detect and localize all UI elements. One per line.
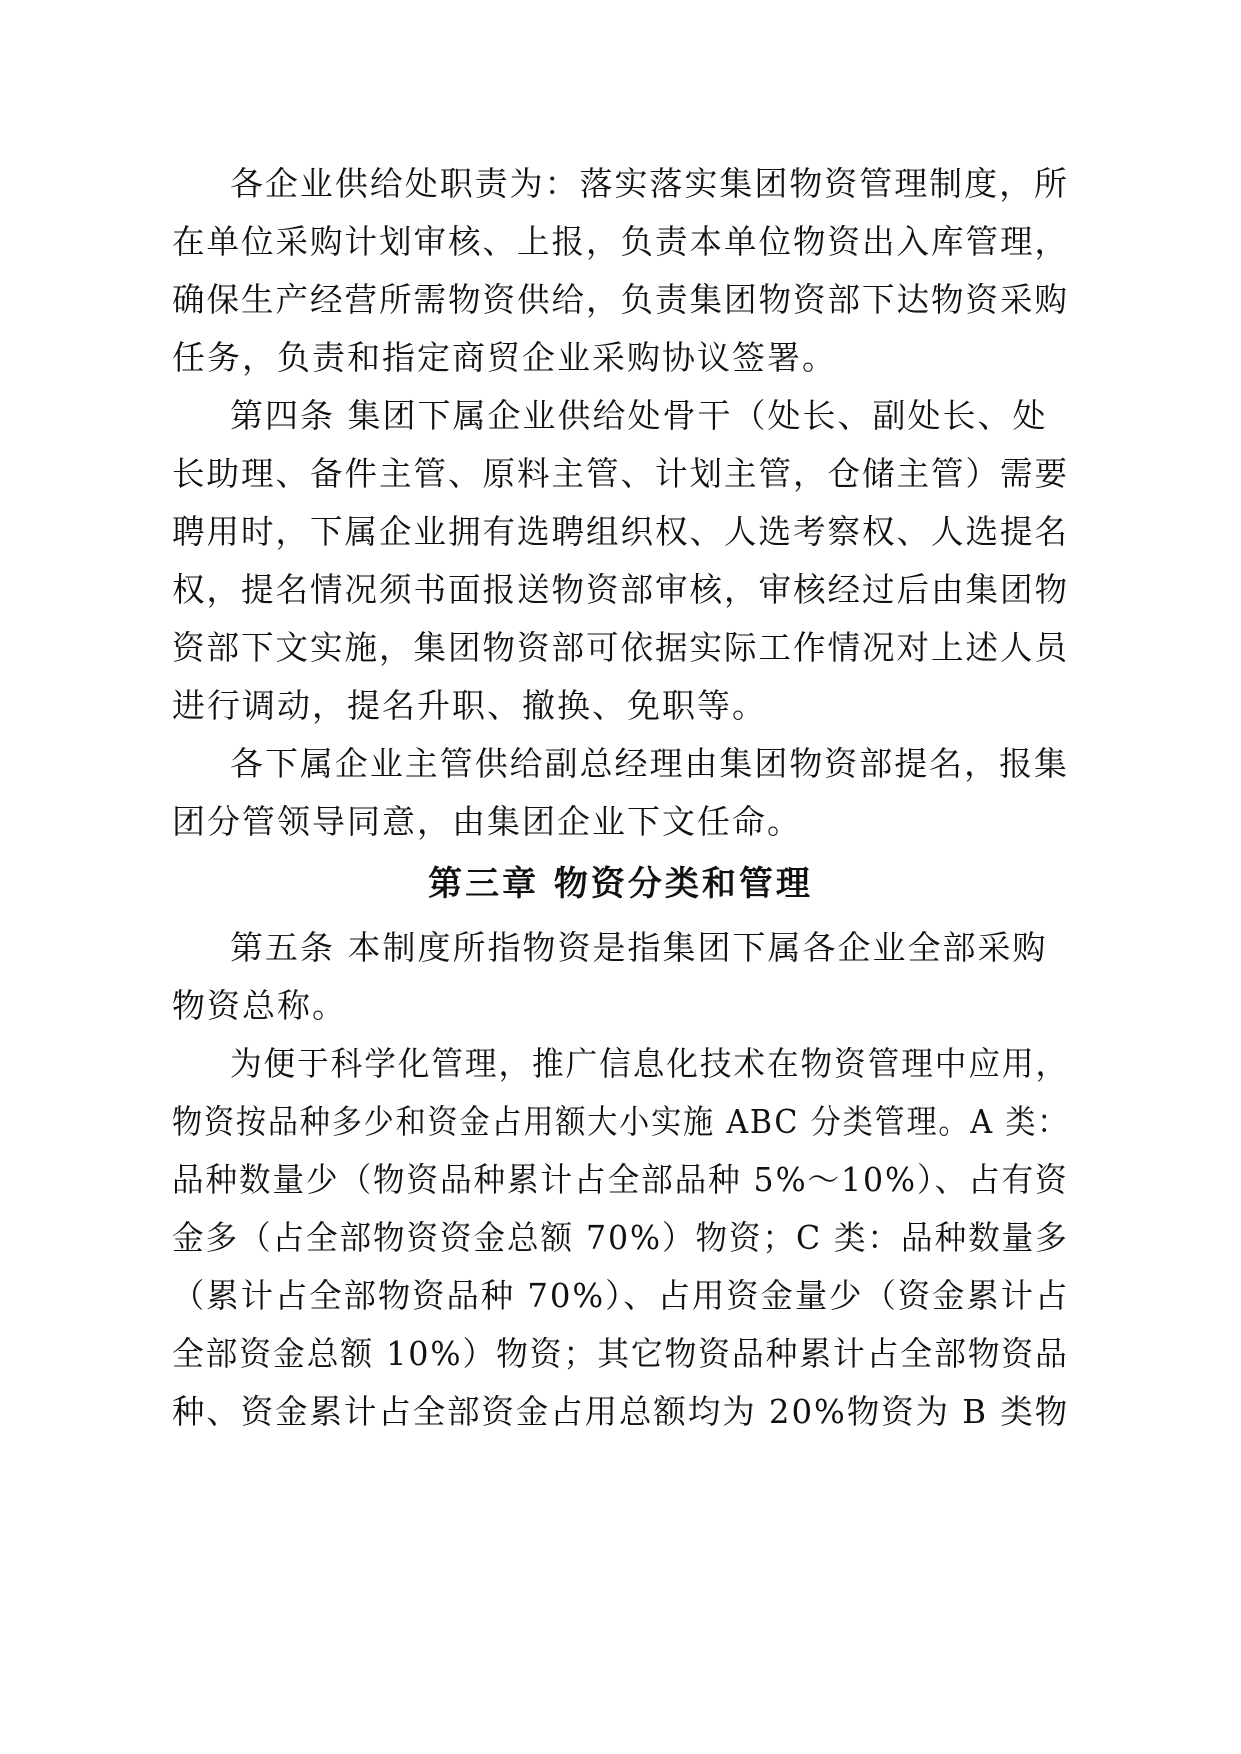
paragraph-line: 各企业供给处职责为：落实落实集团物资管理制度，所 — [230, 164, 1069, 203]
paragraph-line: 为便于科学化管理，推广信息化技术在物资管理中应用， — [230, 1044, 1070, 1083]
paragraph-line: 团分管领导同意，由集团企业下文任命。 — [172, 802, 802, 841]
paragraph-line: 权，提名情况须书面报送物资部审核，审核经过后由集团物 — [172, 570, 1069, 609]
paragraph-line: 确保生产经营所需物资供给，负责集团物资部下达物资采购 — [172, 280, 1069, 319]
paragraph-line: 种、资金累计占全部资金占用总额均为 20%物资为 B 类物 — [172, 1392, 1070, 1431]
paragraph-line: 在单位采购计划审核、上报，负责本单位物资出入库管理， — [172, 222, 1069, 261]
paragraph-line: 物资总称。 — [172, 986, 347, 1025]
paragraph-line: 聘用时，下属企业拥有选聘组织权、人选考察权、人选提名 — [172, 512, 1069, 551]
paragraph-line: 品种数量少（物资品种累计占全部品种 5%～10%）、占有资 — [172, 1160, 1069, 1199]
paragraph-line: 物资按品种多少和资金占用额大小实施 ABC 分类管理。A 类： — [172, 1102, 1070, 1141]
paragraph-line: 各下属企业主管供给副总经理由集团物资部提名，报集 — [230, 744, 1069, 783]
paragraph-line: 任务，负责和指定商贸企业采购协议签署。 — [172, 338, 837, 377]
paragraph-line: 第四条 集团下属企业供给处骨干（处长、副处长、处 — [230, 396, 1048, 435]
paragraph-line: 金多（占全部物资资金总额 70%）物资；C 类：品种数量多 — [172, 1218, 1069, 1257]
chapter-heading: 第三章 物资分类和管理 — [428, 864, 813, 904]
paragraph-line: 第五条 本制度所指物资是指集团下属各企业全部采购 — [230, 928, 1048, 967]
paragraph-line: 全部资金总额 10%）物资；其它物资品种累计占全部物资品 — [172, 1334, 1069, 1373]
paragraph-line: 资部下文实施，集团物资部可依据实际工作情况对上述人员 — [172, 628, 1069, 667]
paragraph-line: 进行调动，提名升职、撤换、免职等。 — [172, 686, 767, 725]
paragraph-line: 长助理、备件主管、原料主管、计划主管，仓储主管）需要 — [172, 454, 1069, 493]
paragraph-line: （累计占全部物资品种 70%）、占用资金量少（资金累计占 — [172, 1276, 1070, 1315]
